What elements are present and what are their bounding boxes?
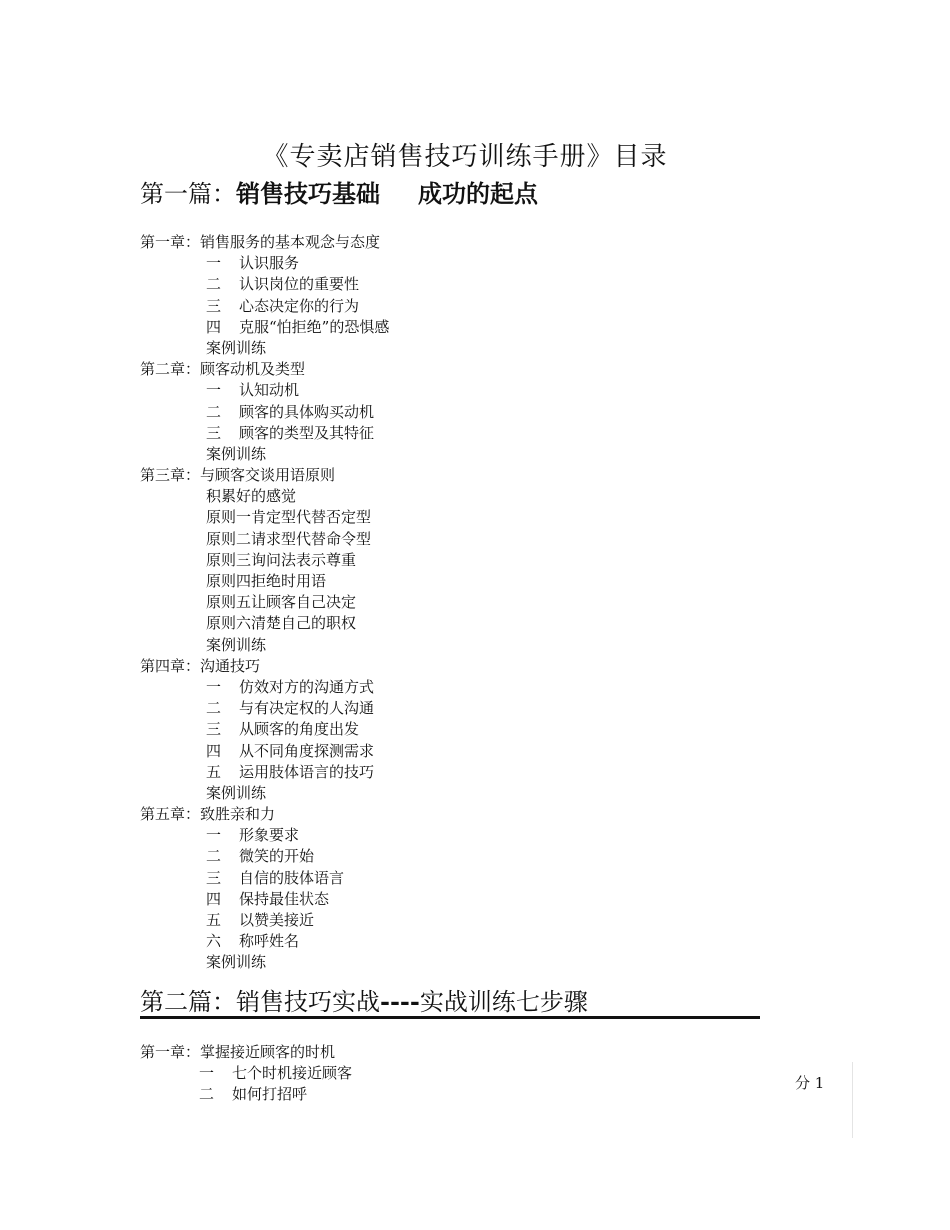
part1-tagline: 成功的起点	[418, 180, 538, 208]
toc-item	[0, 677, 950, 698]
part1-label: 第一篇：	[140, 180, 236, 208]
toc-item	[0, 889, 950, 910]
toc-item-text: 如何打招呼	[232, 1085, 308, 1104]
toc-item-text: 运用肢体语言的技巧	[239, 762, 375, 781]
toc-item-number: 三	[206, 296, 222, 315]
document-title: 《专卖店销售技巧训练手册》目录	[262, 142, 668, 172]
toc-item	[0, 444, 950, 465]
toc-item-number: 六	[206, 932, 222, 951]
toc-item-text: 仿效对方的沟通方式	[239, 677, 375, 696]
part1-heading	[140, 174, 538, 209]
part1-subtitle: 销售技巧基础	[236, 180, 380, 208]
part2-subtitle: 销售技巧实战	[236, 988, 380, 1016]
toc-item	[0, 719, 950, 740]
toc-item	[0, 931, 950, 952]
toc-item-number: 四	[206, 741, 222, 760]
toc-item	[0, 253, 950, 274]
page-number: 分 1	[795, 1074, 825, 1092]
toc-item	[0, 592, 950, 613]
toc-part1	[0, 232, 950, 974]
toc-item	[0, 380, 950, 401]
toc-item	[0, 529, 950, 550]
toc-item-number: 三	[206, 720, 222, 739]
toc-item-number: 一	[199, 1064, 215, 1083]
toc-item-text: 克服“怕拒绝”的恐惧感	[239, 317, 390, 336]
chapter-heading: 第五章：致胜亲和力	[140, 805, 276, 824]
toc-item-number: 二	[206, 847, 222, 866]
toc-item-text: 称呼姓名	[239, 932, 300, 951]
toc-item-text: 案例训练	[206, 635, 267, 654]
toc-item-number: 四	[206, 317, 222, 336]
toc-item-text: 从不同角度探测需求	[239, 741, 375, 760]
toc-item	[0, 550, 950, 571]
toc-item-text: 与有决定权的人沟通	[239, 699, 375, 718]
toc-item	[0, 762, 950, 783]
toc-item-number: 一	[206, 254, 222, 273]
toc-item-text: 以赞美接近	[239, 911, 315, 929]
part2-tagline: 实战训练七步骤	[419, 988, 588, 1016]
toc-item	[0, 402, 950, 423]
toc-item-text: 保持最佳状态	[239, 889, 330, 908]
toc-item	[0, 507, 950, 528]
toc-item-text: 原则三询问法表示尊重	[206, 550, 357, 569]
toc-item-text: 自信的肢体语言	[239, 868, 345, 887]
toc-item	[0, 910, 950, 931]
toc-item-text: 心态决定你的行为	[239, 296, 360, 315]
toc-item-number: 三	[206, 423, 222, 442]
toc-item-number: 一	[206, 826, 222, 845]
toc-item-text: 顾客的具体购买动机	[239, 402, 375, 421]
chapter-heading: 第四章：沟通技巧	[140, 656, 261, 675]
toc-item	[0, 338, 950, 359]
toc-item	[0, 868, 950, 889]
toc-item-text: 形象要求	[239, 826, 300, 845]
toc-item-number: 一	[206, 381, 222, 400]
toc-item	[0, 317, 950, 338]
toc-item	[0, 296, 950, 317]
toc-item	[0, 486, 950, 507]
toc-item	[0, 952, 950, 973]
toc-item-text: 案例训练	[206, 953, 267, 972]
toc-item	[0, 846, 950, 867]
part2-dashes: ----	[380, 987, 420, 1016]
toc-item-text: 原则二请求型代替命令型	[206, 529, 372, 548]
toc-item-text: 案例训练	[206, 783, 267, 802]
toc-item-text: 案例训练	[206, 338, 267, 357]
toc-item	[0, 825, 950, 846]
toc-item-text: 认识服务	[239, 254, 300, 273]
toc-item-number: 五	[206, 911, 222, 929]
toc-item-number: 二	[206, 275, 222, 294]
chapter-heading: 第三章：与顾客交谈用语原则	[140, 466, 336, 485]
toc-item	[0, 698, 950, 719]
chapter-heading: 第一章：掌握接近顾客的时机	[140, 1043, 336, 1061]
toc-item-text: 积累好的感觉	[206, 487, 297, 506]
toc-item-text: 认识岗位的重要性	[239, 275, 360, 294]
toc-item-number: 三	[206, 868, 222, 887]
margin-line	[852, 1062, 853, 1138]
toc-item-text: 案例训练	[206, 444, 267, 463]
toc-item-text: 原则五让顾客自己决定	[206, 593, 357, 612]
toc-item	[0, 635, 950, 656]
toc-item-number: 二	[206, 402, 222, 421]
toc-item-text: 从顾客的角度出发	[239, 720, 360, 739]
toc-item	[0, 571, 950, 592]
toc-item-text: 原则四拒绝时用语	[206, 572, 327, 590]
toc-item-number: 五	[206, 762, 222, 781]
toc-item-text: 认知动机	[239, 381, 300, 400]
chapter-heading: 第一章：销售服务的基本观念与态度	[140, 233, 381, 251]
part2-heading	[140, 982, 588, 1017]
toc-item	[0, 613, 950, 634]
chapter-heading: 第二章：顾客动机及类型	[140, 360, 306, 379]
toc-item-text: 顾客的类型及其特征	[239, 423, 375, 442]
toc-item-number: 二	[199, 1085, 215, 1104]
part2-label: 第二篇：	[140, 988, 236, 1016]
toc-item-number: 一	[206, 677, 222, 696]
toc-item-text: 原则一肯定型代替否定型	[206, 508, 372, 527]
toc-item	[0, 423, 950, 444]
toc-item-text: 微笑的开始	[239, 847, 315, 866]
toc-item	[0, 783, 950, 804]
toc-item	[0, 741, 950, 762]
toc-item-number: 二	[206, 699, 222, 718]
toc-item-number: 四	[206, 889, 222, 908]
toc-item-text: 原则六清楚自己的职权	[206, 614, 357, 633]
toc-item-text: 七个时机接近顾客	[232, 1064, 353, 1083]
toc-item	[0, 274, 950, 295]
part2-underline	[140, 1016, 760, 1019]
